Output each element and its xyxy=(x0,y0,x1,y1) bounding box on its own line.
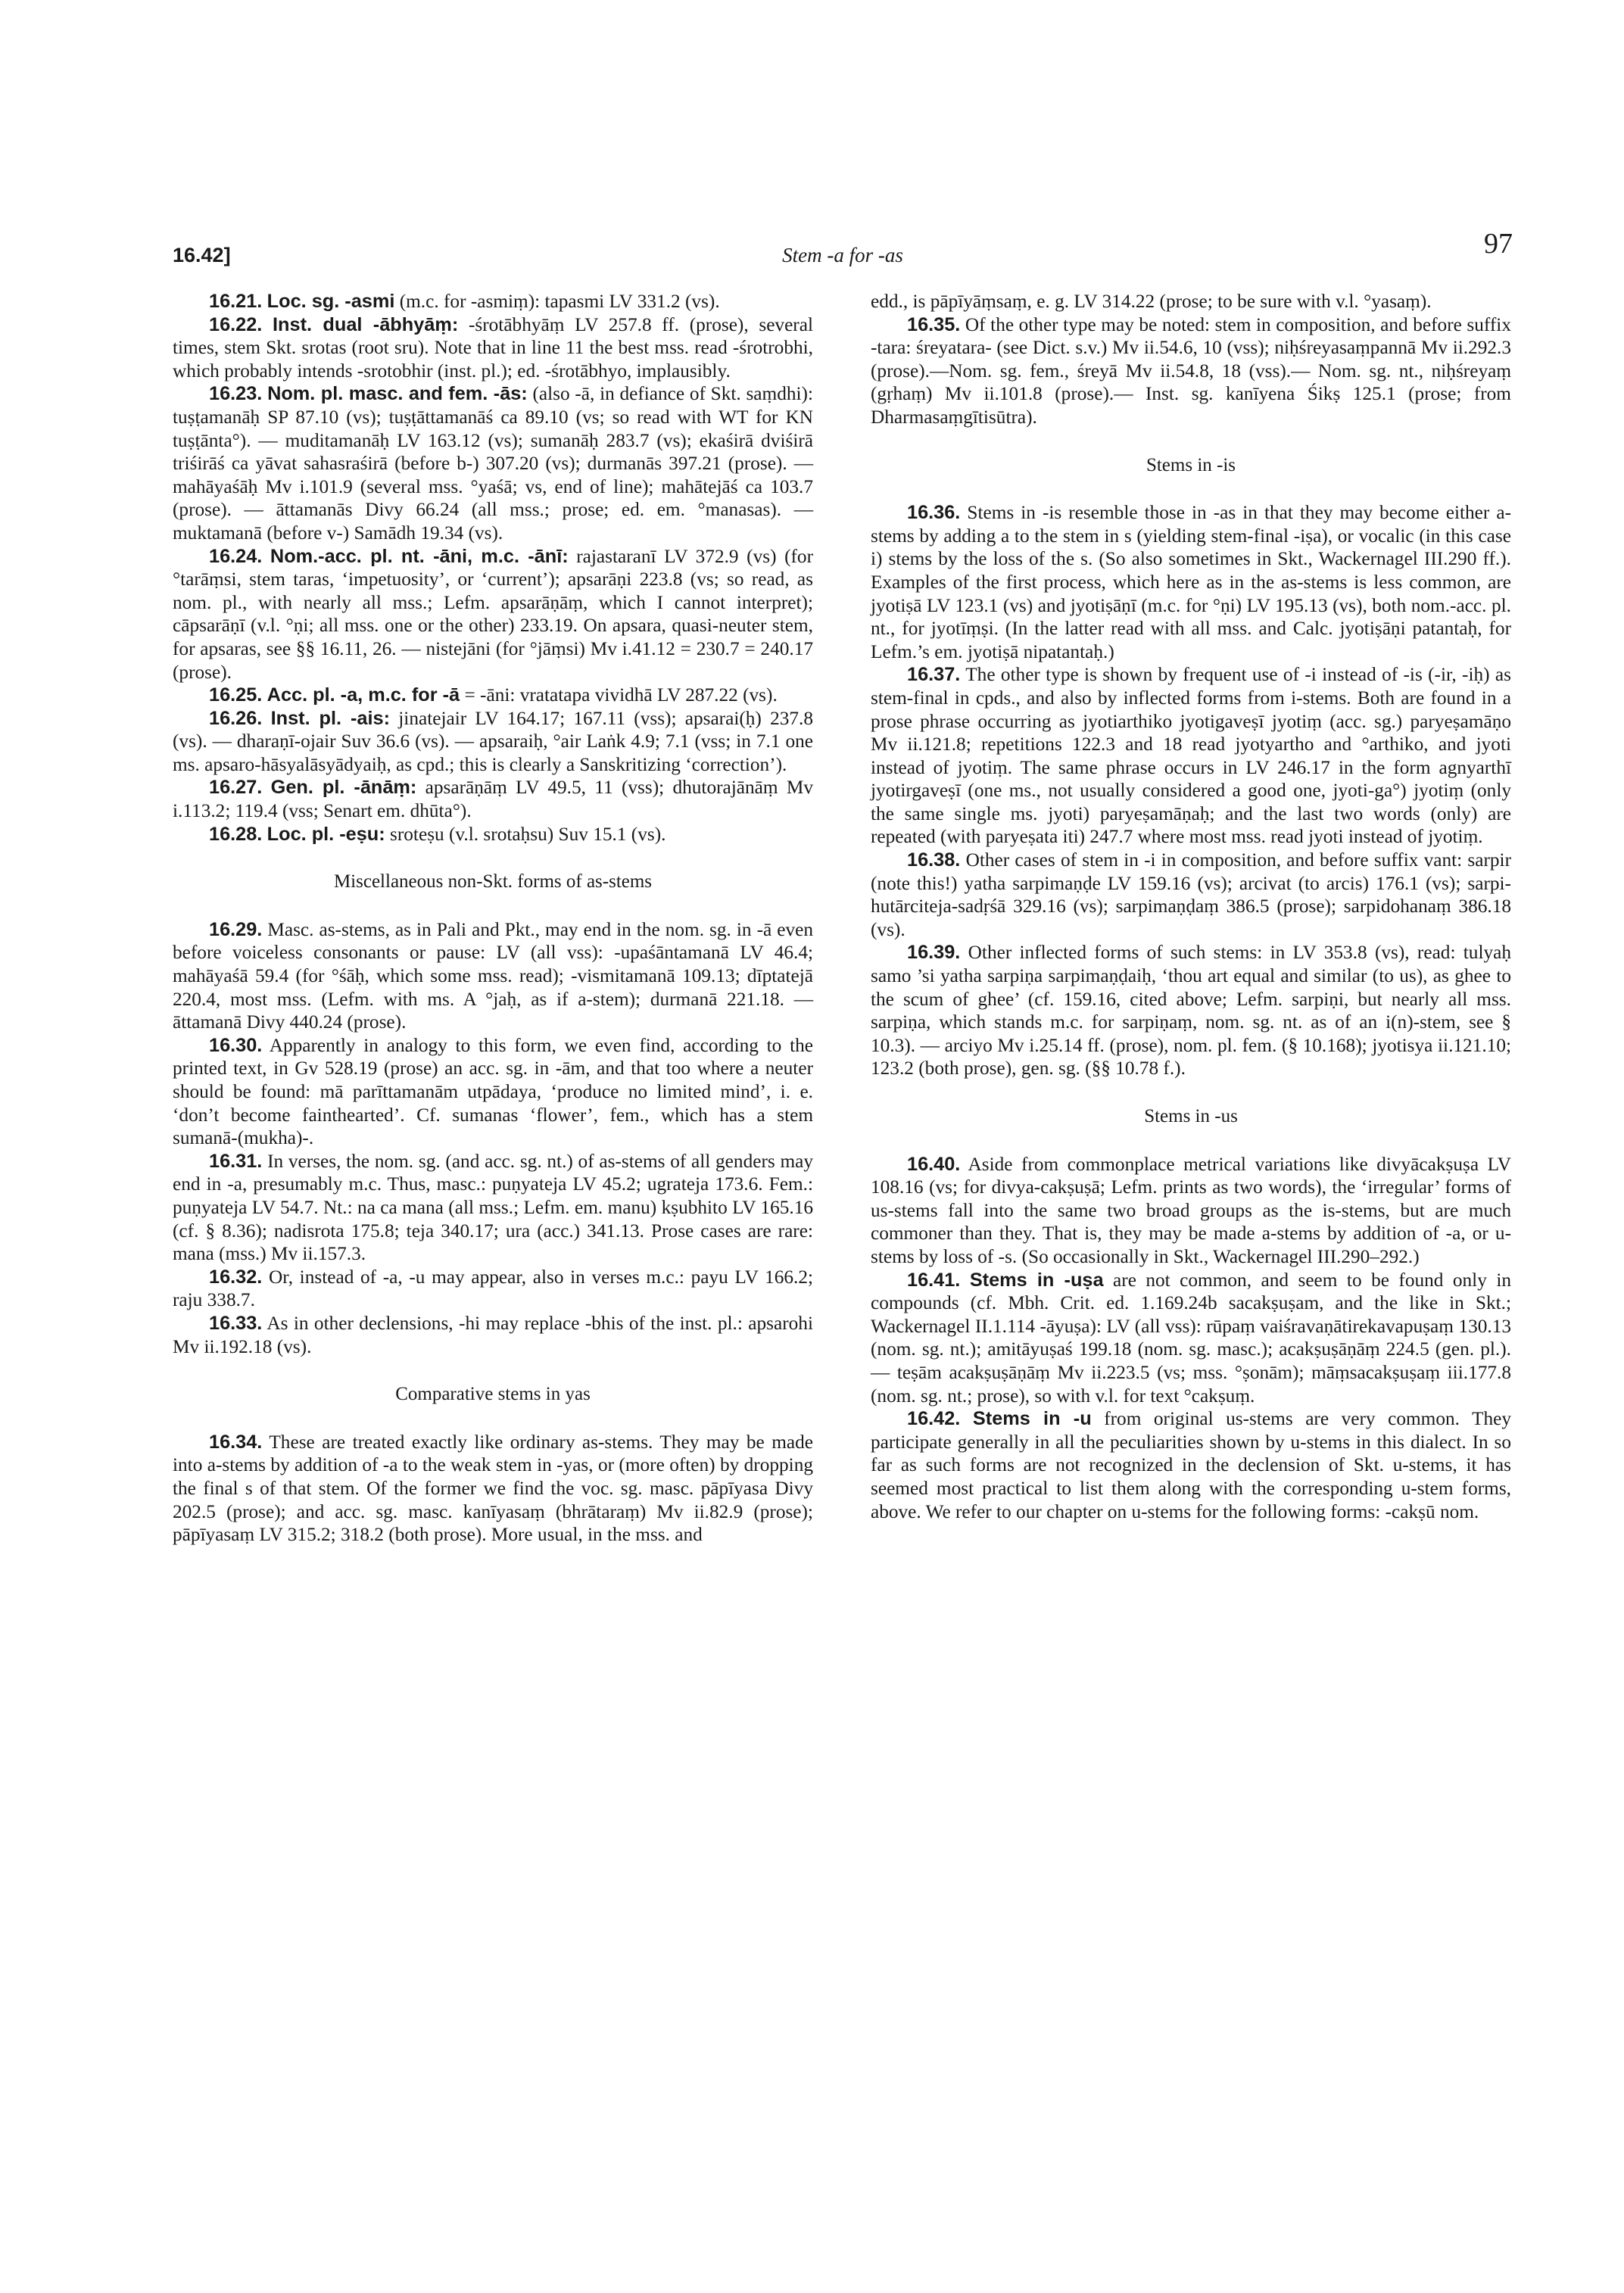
paragraph xyxy=(173,823,813,846)
paragraph-text: sroteṣu (v.l. srotaḥsu) Suv 15.1 (vs). xyxy=(390,823,666,845)
left-column xyxy=(173,290,813,1547)
paragraph-title: Nom. pl. masc. and fem. -ās: xyxy=(267,383,528,405)
section-heading: Comparative stems in yas xyxy=(395,1384,591,1405)
paragraph-number: 16.26. xyxy=(209,707,263,729)
paragraph-text: jinatejair LV 164.17; 167.11 (vss); apsarai(ḥ) 237.8 (vs). — dharaṇī-ojair Suv 36.6 (vs). — apsaraiḥ, °air Laṅk 4.9; 7.1 (vss; in 7.1 one ms. apsaro-hāsyalāsyādyaiḥ, as cpd.; this is clearly a Sanskritizing ‘correction’). xyxy=(173,707,814,775)
paragraph xyxy=(871,1269,1511,1408)
paragraph-title: Gen. pl. -ānāṃ: xyxy=(270,777,417,799)
running-header xyxy=(173,227,1513,273)
paragraph xyxy=(173,313,813,383)
paragraph-text: are not common, and seem to be found only in compounds (cf. Mbh. Crit. ed. 1.169.24b sacakṣuṣam, and the like in Skt.; Wackernagel II.1.114 -āyuṣa): LV (all vss): rūpaṃ vaiśravaṇātirekavapuṣaṃ 130.13 (nom. sg. nt.); amitāyuṣaś 199.18 (nom. sg. masc.); acakṣuṣāṇāṃ 224.5 (gen. pl.). — teṣām acakṣuṣāṇāṃ Mv ii.223.5 (vs; mss. °ṣonām); māṃsacakṣuṣaṃ iii.177.8 (nom. sg. nt.; prose), so with v.l. for text °cakṣuṃ. xyxy=(871,1269,1511,1407)
paragraph xyxy=(871,849,1511,941)
paragraph xyxy=(173,382,813,544)
paragraph-number: 16.27. xyxy=(209,777,263,799)
paragraph xyxy=(871,1153,1511,1269)
paragraph xyxy=(173,776,813,822)
paragraph-number: 16.34. xyxy=(209,1431,263,1453)
paragraph xyxy=(871,313,1511,429)
paragraph-title: Acc. pl. -a, m.c. for -ā xyxy=(267,684,460,706)
paragraph-number: 16.38. xyxy=(907,849,961,871)
paragraph-text: Masc. as-stems, as in Pali and Pkt., may end in the nom. sg. in -ā even before voiceless consonants or pause: LV (all vss): -upaśāntamanā LV 46.4; mahāyaśā 59.4 (for °śāḥ, which some mss. read); -vismitamanā 109.13; dīptatejā 220.4, most mss. (Lefm. with ms. A °jaḥ, as if a-stem); durmanā 221.18. — āttamanā Divy 440.24 (prose). xyxy=(173,918,813,1033)
paragraph-number: 16.28. xyxy=(209,823,263,845)
paragraph xyxy=(871,290,1511,313)
paragraph xyxy=(173,1431,813,1547)
paragraph xyxy=(173,290,813,313)
section-reference: 16.42] xyxy=(173,244,231,266)
section-heading: Stems in -is xyxy=(1146,454,1236,475)
paragraph xyxy=(173,545,813,684)
running-title: Stem -a for -as xyxy=(782,244,903,266)
section-heading: Stems in -us xyxy=(1144,1106,1238,1126)
paragraph xyxy=(871,941,1511,1080)
paragraph-text: In verses, the nom. sg. (and acc. sg. nt.) of as-stems of all genders may end in -a, presumably m.c. Thus, masc.: puṇyateja LV 45.2; ugrateja 173.6. Fem.: puṇyateja LV 54.7. Nt.: na ca mana (all mss.; Lefm. em. manu) kṣubhito LV 165.16 (cf. § 8.36); nadisrota 175.8; teja 340.17; ura (acc.) 341.13. Prose cases are rare: mana (mss.) Mv ii.157.3. xyxy=(173,1150,813,1265)
paragraph xyxy=(871,501,1511,663)
paragraph-number: 16.37. xyxy=(907,664,961,686)
paragraph-number: 16.41. xyxy=(907,1269,961,1291)
paragraph-text: rajastaranī LV 372.9 (vs) (for °tarāṃsi, stem taras, ‘impetuosity’, or ‘current’); apsarāṇi 223.8 (vs; so read, as nom. pl., with nearly all mss.; Lefm. apsarāṇāṃ, which I cannot interpret); cāpsarāṇī (v.l. °ṇi; all mss. one or the other) 233.19. On apsara, quasi-neuter stem, for apsaras, see §§ 16.11, 26. — nistejāni (for °jāṃsi) Mv i.41.12 = 230.7 = 240.17 (prose). xyxy=(173,545,813,683)
paragraph-number: 16.33. xyxy=(209,1312,263,1334)
paragraph-text: Of the other type may be noted: stem in composition, and before suffix -tara: śreyatara- (see Dict. s.v.) Mv ii.54.6, 10 (vss); niḥśreyasaṃpannā Mv ii.292.3 (prose).—Nom. sg. fem., śreyā Mv ii.54.8, 18 (vss).— Nom. sg. nt., niḥśreyaṃ (gṛhaṃ) Mv ii.101.8 (prose).— Inst. sg. kanīyena Śikṣ 125.1 (prose; from Dharmasaṃgītisūtra). xyxy=(871,313,1511,428)
paragraph-text: Or, instead of -a, -u may appear, also in verses m.c.: payu LV 166.2; raju 338.7. xyxy=(173,1266,813,1311)
paragraph-number: 16.36. xyxy=(907,502,961,524)
paragraph-title: Loc. pl. -eṣu: xyxy=(267,823,385,845)
paragraph-text: Apparently in analogy to this form, we even find, according to the printed text, in Gv 528.19 (prose) an acc. sg. in -ām, and that too where a neuter should be found: mā parīttamanām utpādaya, ‘produce no limited mind’, i. e. ‘don’t become fainthearted’. Cf. sumanas ‘flower’, fem., which has a stem sumanā-(mukha)-. xyxy=(173,1034,813,1149)
paragraph-text: These are treated exactly like ordinary as-stems. They may be made into a-stems by addition of -a to the weak stem in -yas, or (more often) by dropping the final s of that stem. Of the former we find the voc. sg. masc. pāpīyasa Divy 202.5 (prose); and acc. sg. masc. kanīyasaṃ (bhrātaraṃ) Mv ii.82.9 (prose); pāpīyasaṃ LV 315.2; 318.2 (both prose). More usual, in the mss. and xyxy=(173,1431,813,1546)
paragraph-text: As in other declensions, -hi may replace -bhis of the inst. pl.: apsarohi Mv ii.192.18 (vs). xyxy=(173,1312,813,1357)
paragraph-text: from original us-stems are very common. They participate generally in all the peculiarities shown by u-stems in this dialect. In so far as such forms are not recognized in the declension of Skt. u-stems, it has seemed most practical to list them along with the corresponding u-stem forms, above. We refer to our chapter on u-stems for the following forms: -cakṣū nom. xyxy=(871,1408,1512,1522)
paragraph-text: Stems in -is resemble those in -as in that they may become either a-stems by adding a to the stem in s (yielding stem-final -iṣa), or vocalic (in this case i) stems by the loss of the s. (So also sometimes in Skt., Wackernagel III.290 ff.). Examples of the first process, which here as in the as-stems is less common, are jyotiṣā LV 123.1 (vs) and jyotiṣāṇī (m.c. for °ṇi) LV 195.13 (vs), both nom.-acc. pl. nt., for jyotīṃṣi. (In the latter read with all mss. and Calc. jyotiṣāṇi patantaḥ, for Lefm.’s em. jyotiṣā nipatantaḥ.) xyxy=(871,502,1511,662)
paragraph-number: 16.35. xyxy=(907,313,961,335)
page-number: 97 xyxy=(1484,228,1513,260)
paragraph xyxy=(173,684,813,707)
paragraph-title: Stems in -uṣa xyxy=(969,1269,1104,1291)
paragraph-text: apsarāṇāṃ LV 49.5, 11 (vss); dhutorajānāṃ Mv i.113.2; 119.4 (vss; Senart em. dhūta°). xyxy=(173,777,814,822)
paragraph-number: 16.40. xyxy=(907,1153,961,1175)
paragraph xyxy=(173,1312,813,1358)
paragraph xyxy=(173,1150,813,1266)
paragraph-text: edd., is pāpīyāṃsaṃ, e. g. LV 314.22 (prose; to be sure with v.l. °yasaṃ). xyxy=(871,291,1432,312)
paragraph-title: Inst. dual -ābhyāṃ: xyxy=(273,313,459,335)
paragraph-title: Loc. sg. -asmi xyxy=(267,291,395,312)
paragraph xyxy=(173,707,813,777)
paragraph-number: 16.23. xyxy=(209,383,263,405)
paragraph xyxy=(173,1266,813,1312)
paragraph-title: Stems in -u xyxy=(972,1408,1092,1430)
paragraph-text: Aside from commonplace metrical variations like divyācakṣuṣa LV 108.16 (vs; for divya-cakṣuṣā; Lefm. prints as two words), the ‘irregular’ forms of us-stems fall into the same two broad groups as the is-stems, but are much commoner than they. That is, they may be made a-stems by addition of -a, or u-stems by loss of -s. (So occasionally in Skt., Wackernagel III.290–292.) xyxy=(871,1153,1511,1267)
paragraph-number: 16.24. xyxy=(209,545,263,567)
paragraph-text: (m.c. for -asmiṃ): tapasmi LV 331.2 (vs). xyxy=(399,291,720,312)
paragraph xyxy=(871,1407,1511,1523)
paragraph-text: -śrotābhyāṃ LV 257.8 ff. (prose), several times, stem Skt. srotas (root sru). Note that in line 11 the best mss. read -śrotrobhi, which probably intends -srotobhir (inst. pl.); ed. -śrotābhyo, implausibly. xyxy=(173,313,813,382)
paragraph-number: 16.39. xyxy=(907,942,961,964)
paragraph-text: (also -ā, in defiance of Skt. saṃdhi): tuṣṭamanāḥ SP 87.10 (vs); tuṣṭāttamanāś ca 89.10 (vs; so read with WT for KN tuṣṭānta°). — muditamanāḥ LV 163.12 (vs); sumanāḥ 283.7 (vs); ekaśirā dviśirā triśirāś ca yāvat sahasraśirā (before b-) 307.20 (vs); durmanās 397.21 (prose). — mahāyaśāḥ Mv i.101.9 (several mss. °yaśā; vs, end of line); mahātejāś ca 103.7 (prose). — āttamanās Divy 66.24 (all mss.; prose; ed. em. °manasas). — muktamanā (before v-) Samādh 19.34 (vs). xyxy=(173,383,813,544)
paragraph xyxy=(173,1034,813,1150)
paragraph-number: 16.31. xyxy=(209,1150,263,1172)
paragraph-text: Other inflected forms of such stems: in LV 353.8 (vs), read: tulyaḥ samo ’si yatha sarpiṇa sarpimaṇḍaiḥ, ‘thou art equal and similar (to us), as ghee to the scum of ghee’ (cf. 159.16, cited above; Lefm. sarpiṇi, but nearly all mss. sarpiṇa, which stands m.c. for sarpiṇaṃ, nom. sg. nt. as of an i(n)-stem, see § 10.3). — arciyo Mv i.25.14 ff. (prose), nom. pl. fem. (§ 10.168); jyotisya ii.121.10; 123.2 (both prose), gen. sg. (§§ 10.78 f.). xyxy=(871,942,1511,1080)
paragraph-number: 16.21. xyxy=(209,291,263,312)
paragraph-number: 16.42. xyxy=(907,1408,961,1430)
paragraph-title: Inst. pl. -ais: xyxy=(270,707,391,729)
paragraph-number: 16.29. xyxy=(209,918,263,940)
paragraph-text: = -āni: vratatapa vividhā LV 287.22 (vs). xyxy=(464,684,778,706)
paragraph-title: Nom.-acc. pl. nt. -āni, m.c. -ānī: xyxy=(270,545,569,567)
paragraph-number: 16.32. xyxy=(209,1266,263,1288)
paragraph-number: 16.30. xyxy=(209,1034,263,1056)
paragraph-text: The other type is shown by frequent use of -i instead of -is (-ir, -iḥ) as stem-final in cpds., and also by inflected forms from i-stems. Both are found in a prose phrase occurring as jyotiarthiko jyotigaveṣī jyotiṃ (acc. sg.) paryeṣamāṇo Mv ii.121.8; repetitions 122.3 and 18 read jyotyartho and °arthiko, and jyoti instead of jyotiṃ. The same phrase occurs in LV 246.17 in the form agnyarthī jyotirgaveṣī (one ms., not usually considered a good one, jyoti-ga°) jyotiṃ (only the same single ms. jyoti) paryeṣamāṇaḥ; and the last two words (only) are repeated (with paryeṣata iti) 247.7 where most mss. read jyoti instead of jyotiṃ. xyxy=(871,664,1511,848)
paragraph xyxy=(173,918,813,1034)
paragraph-number: 16.25. xyxy=(209,684,263,706)
paragraph-number: 16.22. xyxy=(209,313,263,335)
right-column xyxy=(871,290,1511,1523)
paragraph xyxy=(871,663,1511,849)
section-heading: Miscellaneous non-Skt. forms of as-stems xyxy=(333,871,653,893)
paragraph-text: Other cases of stem in -i in composition, and before suffix vant: sarpir (note this!) yatha sarpimaṇḍe LV 159.16 (vs); arcivat (to arcis) 176.1 (vs); sarpi-hutārciteja-sadṛśā 329.16 (vs); sarpimaṇḍaṃ 386.5 (prose); sarpidohanaṃ 386.18 (vs). xyxy=(871,849,1511,940)
